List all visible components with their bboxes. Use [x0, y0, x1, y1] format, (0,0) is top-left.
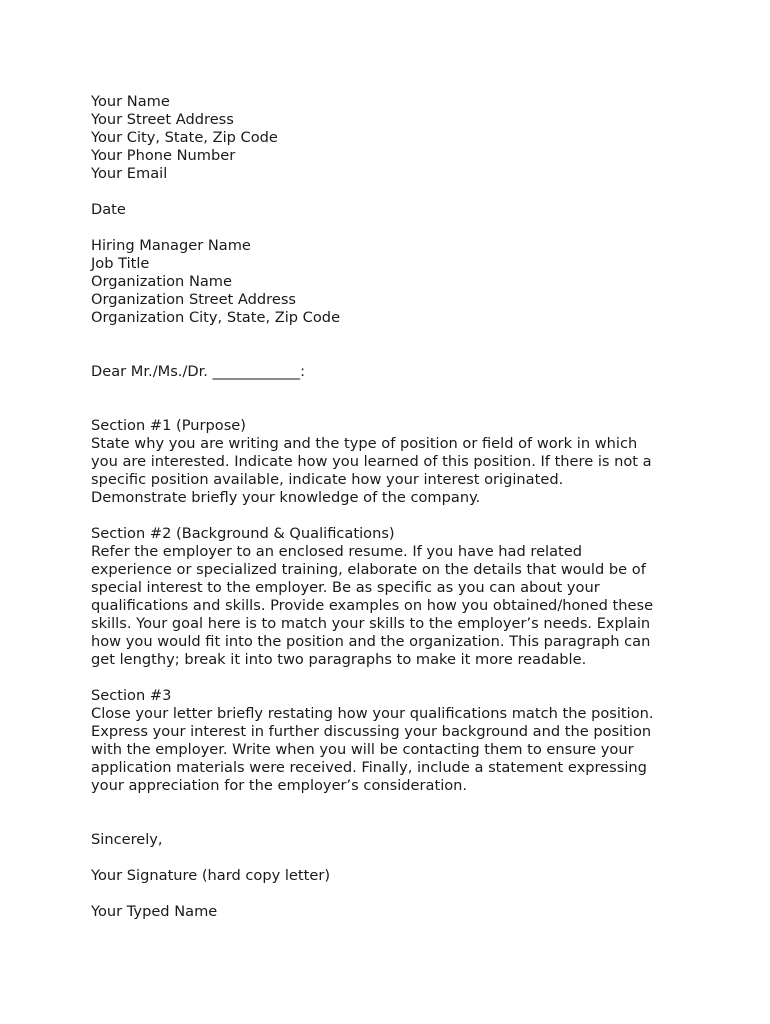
- section-line: qualifications and skills. Provide examples on how you obtained/honed these: [91, 597, 654, 614]
- section-line: skills. Your goal here is to match your skills to the employer’s needs. Explain: [91, 615, 651, 632]
- section-line: get lengthy; break it into two paragraphs to make it more readable.: [91, 651, 587, 668]
- section-line: Demonstrate briefly your knowledge of the company.: [91, 489, 481, 506]
- salutation: Dear Mr./Ms./Dr. ____________:: [91, 363, 306, 380]
- section-line: special interest to the employer. Be as specific as you can about your: [91, 579, 600, 596]
- sender-phone: Your Phone Number: [91, 147, 236, 164]
- section-line: specific position available, indicate how your interest originated.: [91, 471, 564, 488]
- section-heading: Section #2 (Background & Qualifications): [91, 525, 395, 542]
- section-line: how you would fit into the position and the organization. This paragraph can: [91, 633, 651, 650]
- section-line: State why you are writing and the type of position or field of work in which: [91, 435, 638, 452]
- section-line: with the employer. Write when you will be contacting them to ensure your: [91, 741, 634, 758]
- recipient-title: Job Title: [91, 255, 150, 272]
- section-1: [91, 417, 681, 507]
- section-line: experience or specialized training, elaborate on the details that would be of: [91, 561, 646, 578]
- recipient-street: Organization Street Address: [91, 291, 297, 308]
- section-line: you are interested. Indicate how you learned of this position. If there is not a: [91, 453, 652, 470]
- sender-street: Your Street Address: [91, 111, 234, 128]
- letter-date: Date: [91, 201, 126, 218]
- section-3: [91, 687, 681, 795]
- sender-city: Your City, State, Zip Code: [91, 129, 278, 146]
- sender-email: Your Email: [91, 165, 168, 182]
- section-heading: Section #3: [91, 687, 172, 704]
- section-heading: Section #1 (Purpose): [91, 417, 246, 434]
- section-line: application materials were received. Finally, include a statement expressing: [91, 759, 647, 776]
- section-line: your appreciation for the employer’s consideration.: [91, 777, 468, 794]
- sender-name: Your Name: [91, 93, 170, 110]
- recipient-city: Organization City, State, Zip Code: [91, 309, 341, 326]
- letter-page: [91, 93, 691, 921]
- section-2: [91, 525, 681, 669]
- sender-block: [91, 93, 691, 183]
- recipient-organization: Organization Name: [91, 273, 232, 290]
- section-line: Close your letter briefly restating how your qualifications match the position.: [91, 705, 654, 722]
- signature-line: Your Signature (hard copy letter): [91, 867, 331, 884]
- section-line: Express your interest in further discussing your background and the position: [91, 723, 652, 740]
- recipient-name: Hiring Manager Name: [91, 237, 251, 254]
- closing: Sincerely,: [91, 831, 163, 848]
- typed-name: Your Typed Name: [91, 903, 218, 920]
- recipient-block: [91, 237, 691, 327]
- section-line: Refer the employer to an enclosed resume. If you have had related: [91, 543, 583, 560]
